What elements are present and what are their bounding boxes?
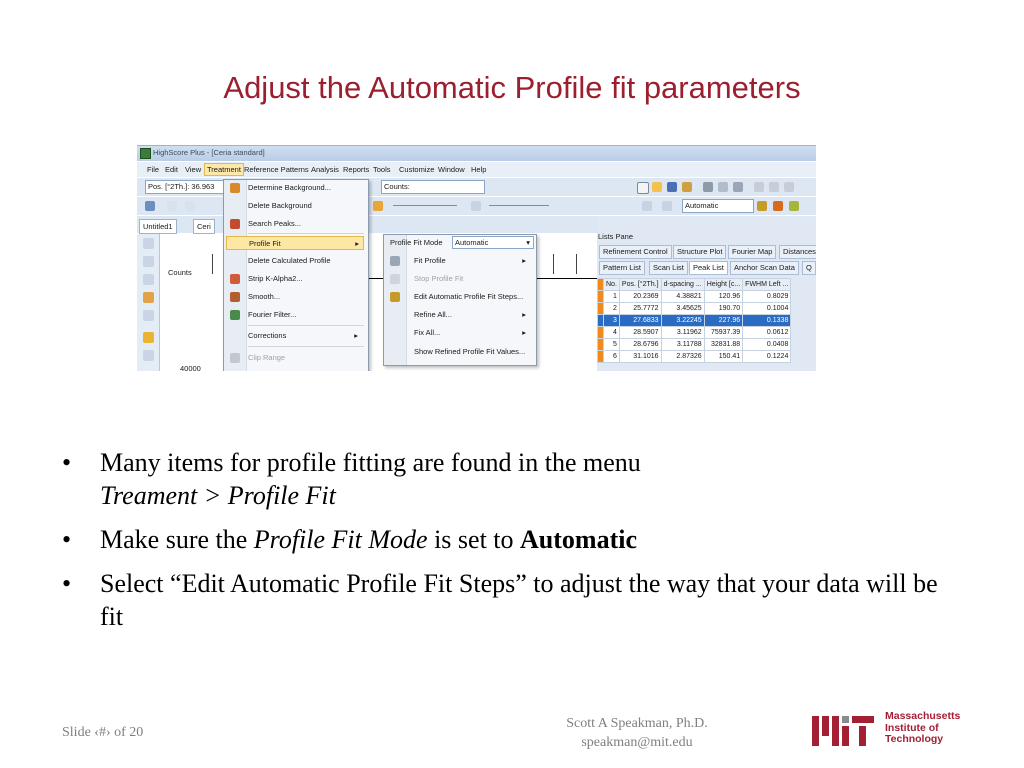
submenu-arrow-icon: ▸ <box>522 310 526 319</box>
table-cell: 31.1016 <box>619 351 661 363</box>
menubar <box>137 162 816 177</box>
bullet-emphasis: Profile Fit Mode <box>253 525 428 554</box>
submenu-arrow-icon: ▸ <box>522 256 526 265</box>
submenu-arrow-icon: ▸ <box>354 331 358 340</box>
menu-item-refine-all-label: Refine All... <box>414 310 452 319</box>
menu-item-fix-all-label: Fix All... <box>414 328 441 337</box>
column-header[interactable]: FWHM Left ... <box>743 279 791 291</box>
bullet-dot-icon: • <box>62 525 72 554</box>
tab-fourier-map[interactable]: Fourier Map <box>728 245 776 259</box>
menu-item-refine-all[interactable] <box>414 308 530 322</box>
table-row[interactable] <box>598 351 791 363</box>
table-cell: 3.11962 <box>661 327 704 339</box>
print-icon[interactable] <box>703 182 713 192</box>
menu-item-strip-kalpha2[interactable]: Strip K-Alpha2... <box>248 274 303 283</box>
stop-fit-icon[interactable] <box>662 201 672 211</box>
table-cell: 6 <box>604 351 620 363</box>
slide-title: Adjust the Automatic Profile fit parameters <box>223 70 801 105</box>
stop-icon <box>390 274 400 284</box>
table-cell: 28.6796 <box>619 339 661 351</box>
menu-item-corrections[interactable] <box>248 329 362 343</box>
menu-item-stop-profile-fit: Stop Profile Fit <box>414 274 464 283</box>
bullet-item <box>62 446 962 512</box>
bullet-text: Make sure the <box>100 525 254 554</box>
search-tool-icon[interactable] <box>143 332 154 343</box>
bullet-item <box>62 523 962 556</box>
table-row-selected[interactable] <box>598 315 791 327</box>
table-row[interactable] <box>598 339 791 351</box>
logo-line: Technology <box>885 733 944 745</box>
table-cell: 120.96 <box>704 291 742 303</box>
fit-mode-select[interactable]: Automatic <box>682 199 754 213</box>
paste-icon[interactable] <box>784 182 794 192</box>
table-cell: 0.0612 <box>743 327 791 339</box>
menu-item-fit-profile[interactable] <box>414 254 530 268</box>
open-folder-icon[interactable] <box>652 182 662 192</box>
menu-window[interactable]: Window <box>438 165 465 174</box>
treatment-menu <box>223 179 369 371</box>
table-cell: 20.2369 <box>619 291 661 303</box>
peak-list-table <box>597 278 816 363</box>
settings-icon[interactable] <box>733 182 743 192</box>
select-icon[interactable] <box>143 274 154 285</box>
menu-item-show-refined-values[interactable]: Show Refined Profile Fit Values... <box>414 347 526 356</box>
mit-logo <box>812 711 972 749</box>
profile-fit-mode-value: Automatic <box>455 238 489 247</box>
tab-anchor-scan-data[interactable]: Anchor Scan Data <box>730 261 799 275</box>
tab-untitled1[interactable]: Untitled1 <box>139 219 177 234</box>
bullet-text: Select “Edit Automatic Profile Fit Steps” to adjust the way that your data will be fit <box>100 569 938 631</box>
position-readout: Pos. [°2Th.]: 36.963 <box>145 180 224 194</box>
logo-wordmark <box>885 711 960 746</box>
hand-icon[interactable] <box>143 256 154 267</box>
menu-item-search-peaks[interactable]: Search Peaks... <box>248 219 301 228</box>
new-file-icon[interactable] <box>637 182 649 194</box>
peak-tool-icon[interactable] <box>143 292 154 303</box>
menu-item-edit-automatic-steps[interactable]: Edit Automatic Profile Fit Steps... <box>414 292 524 301</box>
bullet-item <box>62 567 962 633</box>
menu-tools[interactable]: Tools <box>373 165 391 174</box>
print-preview-icon[interactable] <box>718 182 728 192</box>
tab-structure-plot[interactable]: Structure Plot <box>673 245 726 259</box>
table-cell: 3.45625 <box>661 303 704 315</box>
bullet-strong: Automatic <box>520 525 637 554</box>
submenu-arrow-icon: ▸ <box>355 239 359 248</box>
menu-item-clip-range: Clip Range <box>248 353 286 362</box>
menu-reference-patterns[interactable]: Reference Patterns <box>244 165 309 174</box>
footer-author-block <box>510 714 764 752</box>
table-cell: 3.22245 <box>661 315 704 327</box>
window-title: HighScore Plus - [Ceria standard] <box>153 148 265 157</box>
bullet-dot-icon: • <box>62 448 72 477</box>
table-row[interactable] <box>598 303 791 315</box>
tab-q[interactable]: Q <box>802 261 816 275</box>
slider-track[interactable] <box>393 205 457 206</box>
tab-ceria[interactable]: Ceri <box>193 219 215 234</box>
menu-item-fix-all[interactable] <box>414 326 530 340</box>
menu-item-delete-background[interactable]: Delete Background <box>248 201 312 210</box>
copy-icon[interactable] <box>769 182 779 192</box>
profile-fit-mode-label: Profile Fit Mode <box>390 238 443 247</box>
profile-fit-submenu <box>383 234 537 366</box>
table-row[interactable] <box>598 291 791 303</box>
table-cell: 150.41 <box>704 351 742 363</box>
menu-customize[interactable]: Customize <box>399 165 435 174</box>
menu-help[interactable]: Help <box>471 165 487 174</box>
lists-pane <box>597 216 816 371</box>
footer-email: speakman@mit.edu <box>581 735 693 750</box>
counts-readout: Counts: <box>381 180 485 194</box>
table-cell: 3 <box>604 315 620 327</box>
tab-distances[interactable]: Distances <box>779 245 816 259</box>
chevron-down-icon: ▾ <box>526 238 530 247</box>
smooth-icon <box>230 292 240 302</box>
logo-line: Institute of <box>885 721 939 734</box>
table-cell: 190.70 <box>704 303 742 315</box>
menu-item-profile-fit-label: Profile Fit <box>249 239 281 248</box>
tab-pattern-list[interactable]: Pattern List <box>599 261 645 275</box>
background-icon <box>230 183 240 193</box>
window-titlebar <box>137 146 816 161</box>
submenu-arrow-icon: ▸ <box>522 328 526 337</box>
fit-profile-icon[interactable] <box>642 201 652 211</box>
column-header[interactable]: Height [c... <box>704 279 742 291</box>
table-cell: 227.96 <box>704 315 742 327</box>
bullet-text: is set to <box>427 525 521 554</box>
fourier-icon <box>230 310 240 320</box>
bar-plot-icon[interactable] <box>185 201 195 211</box>
column-header[interactable]: Pos. [°2Th.] <box>619 279 661 291</box>
profile-fit-mode-select[interactable] <box>452 236 534 249</box>
fix-icon[interactable] <box>789 201 799 211</box>
table-cell: 25.7772 <box>619 303 661 315</box>
table-cell: 0.1004 <box>743 303 791 315</box>
table-cell: 2.87326 <box>661 351 704 363</box>
footer-author: Scott A Speakman, Ph.D. <box>566 716 708 731</box>
refine-icon[interactable] <box>773 201 783 211</box>
window-icon[interactable] <box>145 201 155 211</box>
plot-tick: 40000 <box>180 364 201 371</box>
plot-ylabel: Counts <box>168 268 192 277</box>
table-cell: 0.1338 <box>743 315 791 327</box>
menu-item-determine-background[interactable]: Determine Background... <box>248 183 331 192</box>
table-cell: 28.5907 <box>619 327 661 339</box>
menu-analysis[interactable]: Analysis <box>311 165 339 174</box>
logo-line: Massachusetts <box>885 710 961 722</box>
menu-treatment[interactable]: Treatment <box>204 163 244 176</box>
peak-icon[interactable] <box>373 201 383 211</box>
table-cell: 4 <box>604 327 620 339</box>
table-cell: 0.0408 <box>743 339 791 351</box>
bullet-dot-icon: • <box>62 569 72 598</box>
table-cell: 0.1224 <box>743 351 791 363</box>
table-cell: 5 <box>604 339 620 351</box>
peak-marker <box>576 254 577 274</box>
table-cell: 32831.88 <box>704 339 742 351</box>
menu-item-corrections-label: Corrections <box>248 331 287 340</box>
lists-pane-title: Lists Pane <box>598 232 634 241</box>
peaks-icon <box>230 219 240 229</box>
menu-item-fit-profile-label: Fit Profile <box>414 256 446 265</box>
pointer-icon[interactable] <box>143 350 154 361</box>
menu-reports[interactable]: Reports <box>343 165 370 174</box>
app-screenshot <box>137 145 816 371</box>
menu-view[interactable]: View <box>185 165 202 174</box>
bullet-text: Many items for profile fitting are found in the menu <box>100 448 641 477</box>
menu-edit[interactable]: Edit <box>165 165 178 174</box>
zoom-icon[interactable] <box>143 238 154 249</box>
cut-icon[interactable] <box>754 182 764 192</box>
table-header-row <box>598 279 791 291</box>
table-cell: 4.38821 <box>661 291 704 303</box>
tab-peak-list[interactable]: Peak List <box>689 261 728 275</box>
menu-item-profile-fit[interactable] <box>226 236 364 250</box>
import-icon[interactable] <box>682 182 692 192</box>
tab-refinement-control[interactable]: Refinement Control <box>599 245 672 259</box>
steps-icon <box>390 292 400 302</box>
menu-item-fourier-filter[interactable]: Fourier Filter... <box>248 310 297 319</box>
table-cell: 75937.39 <box>704 327 742 339</box>
strip-icon <box>230 274 240 284</box>
column-header[interactable]: d-spacing ... <box>661 279 704 291</box>
table-cell: 1 <box>604 291 620 303</box>
tab-scan-list[interactable]: Scan List <box>649 261 688 275</box>
menu-item-delete-calculated-profile[interactable]: Delete Calculated Profile <box>248 256 331 265</box>
clip-icon <box>230 353 240 363</box>
slide-number: Slide ‹#› of 20 <box>62 725 144 740</box>
slider-track-2[interactable] <box>489 205 549 206</box>
table-cell: 2 <box>604 303 620 315</box>
app-icon <box>140 148 151 159</box>
peak-marker <box>212 254 213 274</box>
table-cell: 0.8029 <box>743 291 791 303</box>
line-plot-icon[interactable] <box>167 201 177 211</box>
bullet-list <box>62 446 962 644</box>
peak-marker <box>553 254 554 274</box>
menu-item-smooth[interactable]: Smooth... <box>248 292 281 301</box>
column-header[interactable]: No. <box>604 279 620 291</box>
table-cell: 3.11788 <box>661 339 704 351</box>
save-icon[interactable] <box>667 182 677 192</box>
bullet-emphasis: Treament > Profile Fit <box>100 481 336 510</box>
grid-icon[interactable] <box>471 201 481 211</box>
menu-file[interactable]: File <box>147 165 160 174</box>
measure-icon[interactable] <box>143 310 154 321</box>
fit-profile-icon <box>390 256 400 266</box>
steps-icon[interactable] <box>757 201 767 211</box>
table-row[interactable] <box>598 327 791 339</box>
left-toolstrip <box>137 234 160 371</box>
table-cell: 27.6833 <box>619 315 661 327</box>
